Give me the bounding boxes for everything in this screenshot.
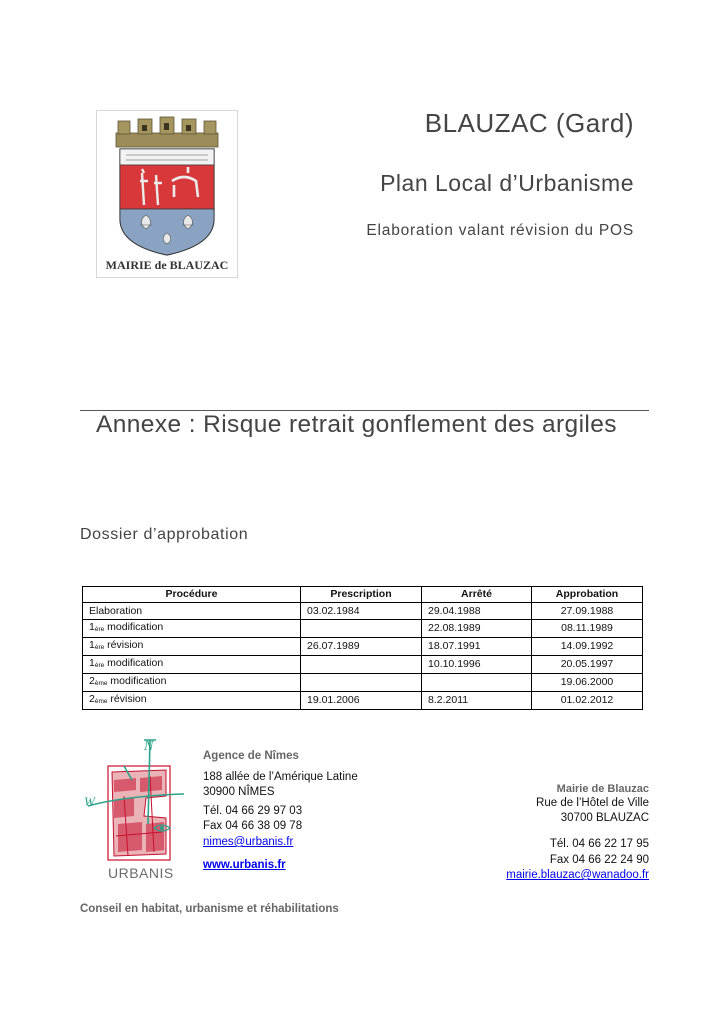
cell-procedure bbox=[83, 691, 301, 709]
header-approbation: Approbation bbox=[532, 587, 643, 603]
cell-arrete: 10.10.1996 bbox=[422, 655, 532, 673]
page-caption: Elaboration valant révision du POS bbox=[366, 222, 634, 239]
ordinal-number: 1 bbox=[89, 638, 95, 651]
table-header-row bbox=[83, 587, 643, 603]
cell-procedure bbox=[83, 619, 301, 637]
table-row bbox=[83, 637, 643, 655]
cell-procedure bbox=[83, 603, 301, 619]
dossier-label: Dossier d’approbation bbox=[80, 526, 249, 543]
cell-prescription: 19.01.2006 bbox=[301, 691, 422, 709]
cell-arrete: 8.2.2011 bbox=[422, 691, 532, 709]
procedure-name: modification bbox=[107, 656, 164, 669]
ordinal-number: 2 bbox=[89, 674, 95, 687]
mairie-address-line2: 30700 BLAUZAC bbox=[560, 812, 649, 824]
cell-prescription bbox=[301, 655, 422, 673]
cell-arrete: 22.08.1989 bbox=[422, 619, 532, 637]
cell-approbation: 19.06.2000 bbox=[532, 673, 643, 691]
crest-label: MAIRIE de BLAUZAC bbox=[105, 258, 229, 272]
table-row bbox=[83, 603, 643, 619]
cell-approbation: 20.05.1997 bbox=[532, 655, 643, 673]
cell-approbation: 27.09.1988 bbox=[532, 603, 643, 619]
procedure-name: Elaboration bbox=[89, 604, 143, 617]
header-procedure: Procédure bbox=[83, 587, 301, 603]
cell-prescription: 26.07.1989 bbox=[301, 637, 422, 655]
mairie-email-link[interactable]: mairie.blauzac@wanadoo.fr bbox=[506, 869, 649, 881]
ordinal-number: 2 bbox=[89, 692, 95, 705]
compass-n-label: N bbox=[144, 739, 154, 754]
table-row bbox=[83, 691, 643, 709]
mairie-title: Mairie de Blauzac bbox=[556, 783, 649, 795]
table-row bbox=[83, 673, 643, 691]
cell-procedure bbox=[83, 673, 301, 691]
ordinal-suffix: ère bbox=[94, 661, 105, 669]
crest-emblem-icon bbox=[112, 115, 222, 257]
crest-logo bbox=[96, 110, 238, 278]
urbanis-logo-text: URBANIS bbox=[108, 865, 174, 881]
cell-arrete bbox=[422, 673, 532, 691]
procedure-table bbox=[82, 586, 643, 710]
agency-phone: Tél. 04 66 29 97 03 bbox=[203, 805, 303, 817]
cell-procedure bbox=[83, 637, 301, 655]
page-title: BLAUZAC (Gard) bbox=[424, 108, 634, 138]
table-row bbox=[83, 619, 643, 637]
cell-arrete: 29.04.1988 bbox=[422, 603, 532, 619]
header-prescription: Prescription bbox=[301, 587, 422, 603]
cell-prescription: 03.02.1984 bbox=[301, 603, 422, 619]
cell-approbation: 08.11.1989 bbox=[532, 619, 643, 637]
ordinal-suffix: ère bbox=[94, 643, 105, 651]
agency-address-line2: 30900 NÎMES bbox=[203, 786, 275, 798]
cell-prescription bbox=[301, 619, 422, 637]
mairie-phone: Tél. 04 66 22 17 95 bbox=[549, 838, 649, 850]
header-arrete: Arrêté bbox=[422, 587, 532, 603]
urbanis-logo-icon bbox=[84, 736, 190, 884]
mairie-address-line1: Rue de l’Hôtel de Ville bbox=[536, 797, 649, 809]
cell-arrete: 18.07.1991 bbox=[422, 637, 532, 655]
mairie-fax: Fax 04 66 22 24 90 bbox=[549, 854, 649, 866]
cell-approbation: 14.09.1992 bbox=[532, 637, 643, 655]
annexe-title: Annexe : Risque retrait gonflement des argiles bbox=[96, 411, 617, 438]
ordinal-number: 1 bbox=[89, 656, 95, 669]
ordinal-number: 1 bbox=[89, 620, 95, 633]
footer-tagline: Conseil en habitat, urbanisme et réhabilitations bbox=[80, 903, 339, 915]
procedure-name: révision bbox=[110, 692, 147, 705]
page-subtitle: Plan Local d’Urbanisme bbox=[380, 170, 634, 196]
ordinal-suffix: ème bbox=[94, 679, 108, 687]
procedure-name: modification bbox=[110, 674, 167, 687]
agency-website-link[interactable]: www.urbanis.fr bbox=[203, 859, 286, 871]
cell-procedure bbox=[83, 655, 301, 673]
agency-title: Agence de Nîmes bbox=[203, 750, 299, 762]
cell-approbation: 01.02.2012 bbox=[532, 691, 643, 709]
ordinal-suffix: ème bbox=[94, 697, 108, 705]
ordinal-suffix: ère bbox=[94, 625, 105, 633]
procedure-name: modification bbox=[107, 620, 164, 633]
compass-w-label: W bbox=[84, 794, 95, 809]
table-row bbox=[83, 655, 643, 673]
cell-prescription bbox=[301, 673, 422, 691]
procedure-name: révision bbox=[107, 638, 144, 651]
agency-email-link[interactable]: nimes@urbanis.fr bbox=[203, 836, 294, 848]
agency-address-line1: 188 allée de l’Amérique Latine bbox=[203, 771, 358, 783]
agency-fax: Fax 04 66 38 09 78 bbox=[203, 820, 303, 832]
procedure-table-body bbox=[83, 603, 643, 709]
